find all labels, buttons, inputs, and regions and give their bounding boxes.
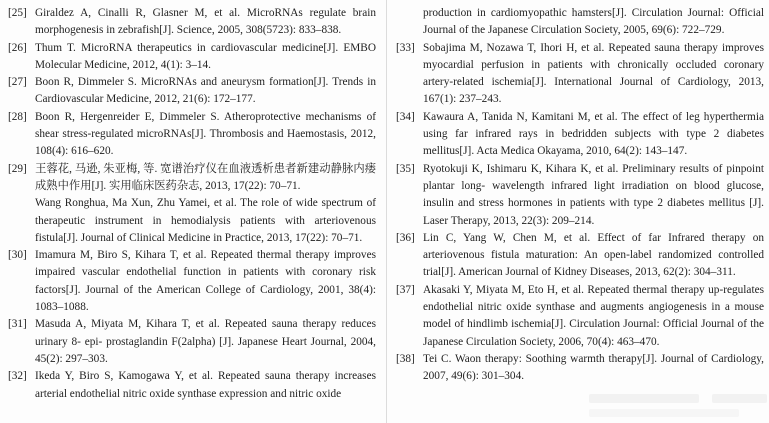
reference-item [396,5,764,40]
reference-text: [38] Tei C. Waon therapy: Soothing warmth therapy[J]. Journal of Cardiology, 2007, 49(6): 301–304. [396,352,764,383]
reference-text: [37] Akasaki Y, Miyata M, Eto H, et al. Repeated thermal therapy up-regulates endothelial nitric oxide synthase and augments angiogenesis in a mouse model of hindlimb ischemia[J]. Circulation Journal: Official Journal of the Japanese Circulation Society, 2006, 70(4): 463–470. [396,283,764,348]
reference-item [8,368,376,403]
reference-item [8,74,376,109]
reference-number: [33] [396,41,415,54]
reference-text: [31] Masuda A, Miyata M, Kihara T, et al. Repeated sauna therapy reduces urinary 8- epi- prostaglandin F(2alpha) [J]. Japanese Heart Journal, 2004, 45(2): 297–303. [8,318,376,365]
reference-item [8,5,376,40]
scan-artifact [589,394,699,403]
scan-artifact [589,409,739,417]
reference-text: [30] Imamura M, Biro S, Kihara T, et al. Repeated thermal therapy improves impaired vascular endothelial function in patients with coronary risk factors[J]. Journal of the American College of Cardiology, 2001, 38(4): 1083–1088. [8,249,376,314]
reference-text: [28] Boon R, Hergenreider E, Dimmeler S. Atheroprotective mechanisms of shear stress-regulated microRNAs[J]. Thrombosis and Haemostasis, 2012, 108(4): 616–620. [8,110,376,158]
reference-number: [29] [8,162,27,175]
reference-item [396,282,764,351]
reference-number: [35] [396,162,415,175]
reference-item [8,316,376,368]
reference-number: [31] [8,318,27,331]
reference-text: [34] Kawaura A, Tanida N, Kamitani M, et al. The effect of leg hyperthermia using far infrared rays in bedridden subjects with type 2 diabetes mellitus[J]. Acta Medica Okayama, 2010, 64(2): 143–147. [396,110,764,158]
reference-text: [33] Sobajima M, Nozawa T, Ihori H, et al. Repeated sauna therapy improves myocardial perfusion in patients with chronically occluded coronary artery-related ischemia[J]. International Journal of Cardiology, 2013, 167(1): 237–243. [396,41,764,106]
reference-text: [27] Boon R, Dimmeler S. MicroRNAs and aneurysm formation[J]. Trends in Cardiovascular Medicine, 2012, 21(6): 172–177. [8,76,376,106]
reference-number: [27] [8,76,27,89]
scan-artifact [712,394,767,403]
reference-text: [35] Ryotokuji K, Ishimaru K, Kihara K, et al. Preliminary results of pinpoint plantar long- wavelength infrared light irradiation on blood glucose, insulin and stress hormones in patients with type 2 diabetes mellitus [J]. Laser Therapy, 2013, 22(3): 209–214. [396,162,764,227]
references-column-left [8,5,376,423]
reference-number: [30] [8,249,27,262]
reference-number: [34] [396,110,415,123]
reference-text: [29] 王蓉花, 马逊, 朱亚梅, 等. 宽谱治疗仪在血液透析患者新建动静脉内瘘成熟中作用[J]. 实用临床医药杂志, 2013, 17(22): 70–71. [8,162,376,192]
reference-text: [32] Ikeda Y, Biro S, Kamogawa Y, et al. Repeated sauna therapy increases arterial endothelial nitric oxide synthase expression and nitric oxide [8,370,376,400]
reference-item [8,247,376,316]
reference-number: [38] [396,352,415,365]
reference-item [8,109,376,161]
reference-text: [36] Lin C, Yang W, Chen M, et al. Effect of far Infrared therapy on arteriovenous fistula maturation: An open-label randomized controlled trial[J]. American Journal of Kidney Diseases, 2013, 62(2): 304–311. [396,231,764,279]
reference-text: [26] Thum T. MicroRNA therapeutics in cardiovascular medicine[J]. EMBO Molecular Medicine, 2012, 4(1): 3–14. [8,41,376,71]
reference-number: [32] [8,370,27,383]
reference-item [396,161,764,230]
reference-number: [26] [8,41,27,54]
reference-item [396,230,764,282]
reference-text: [25] Giraldez A, Cinalli R, Glasner M, et al. MicroRNAs regulate brain morphogenesis in zebrafish[J]. Science, 2005, 308(5723): 833–838. [8,7,376,37]
reference-number: [36] [396,231,415,244]
reference-item [396,40,764,109]
reference-item [8,161,376,247]
reference-translation: Wang Ronghua, Ma Xun, Zhu Yamei, et al. The role of wide spectrum of therapeutic instrument in hemodialysis patients with arteriovenous fistula[J]. Journal of Clinical Medicine in Practice, 2013, 17(22): 70–71. [35,197,376,244]
references-column-right [396,5,764,423]
reference-number: [28] [8,110,27,123]
reference-number: [25] [8,7,27,19]
reference-number: [37] [396,283,415,296]
column-divider-line [386,0,387,423]
reference-continuation-text: production in cardiomyopathic hamsters[J]. Circulation Journal: Official Journal of the Japanese Circulation Society, 2005, 69(6): 722–729. [423,7,764,37]
reference-item [396,109,764,161]
reference-item [8,40,376,75]
reference-item [396,351,764,386]
